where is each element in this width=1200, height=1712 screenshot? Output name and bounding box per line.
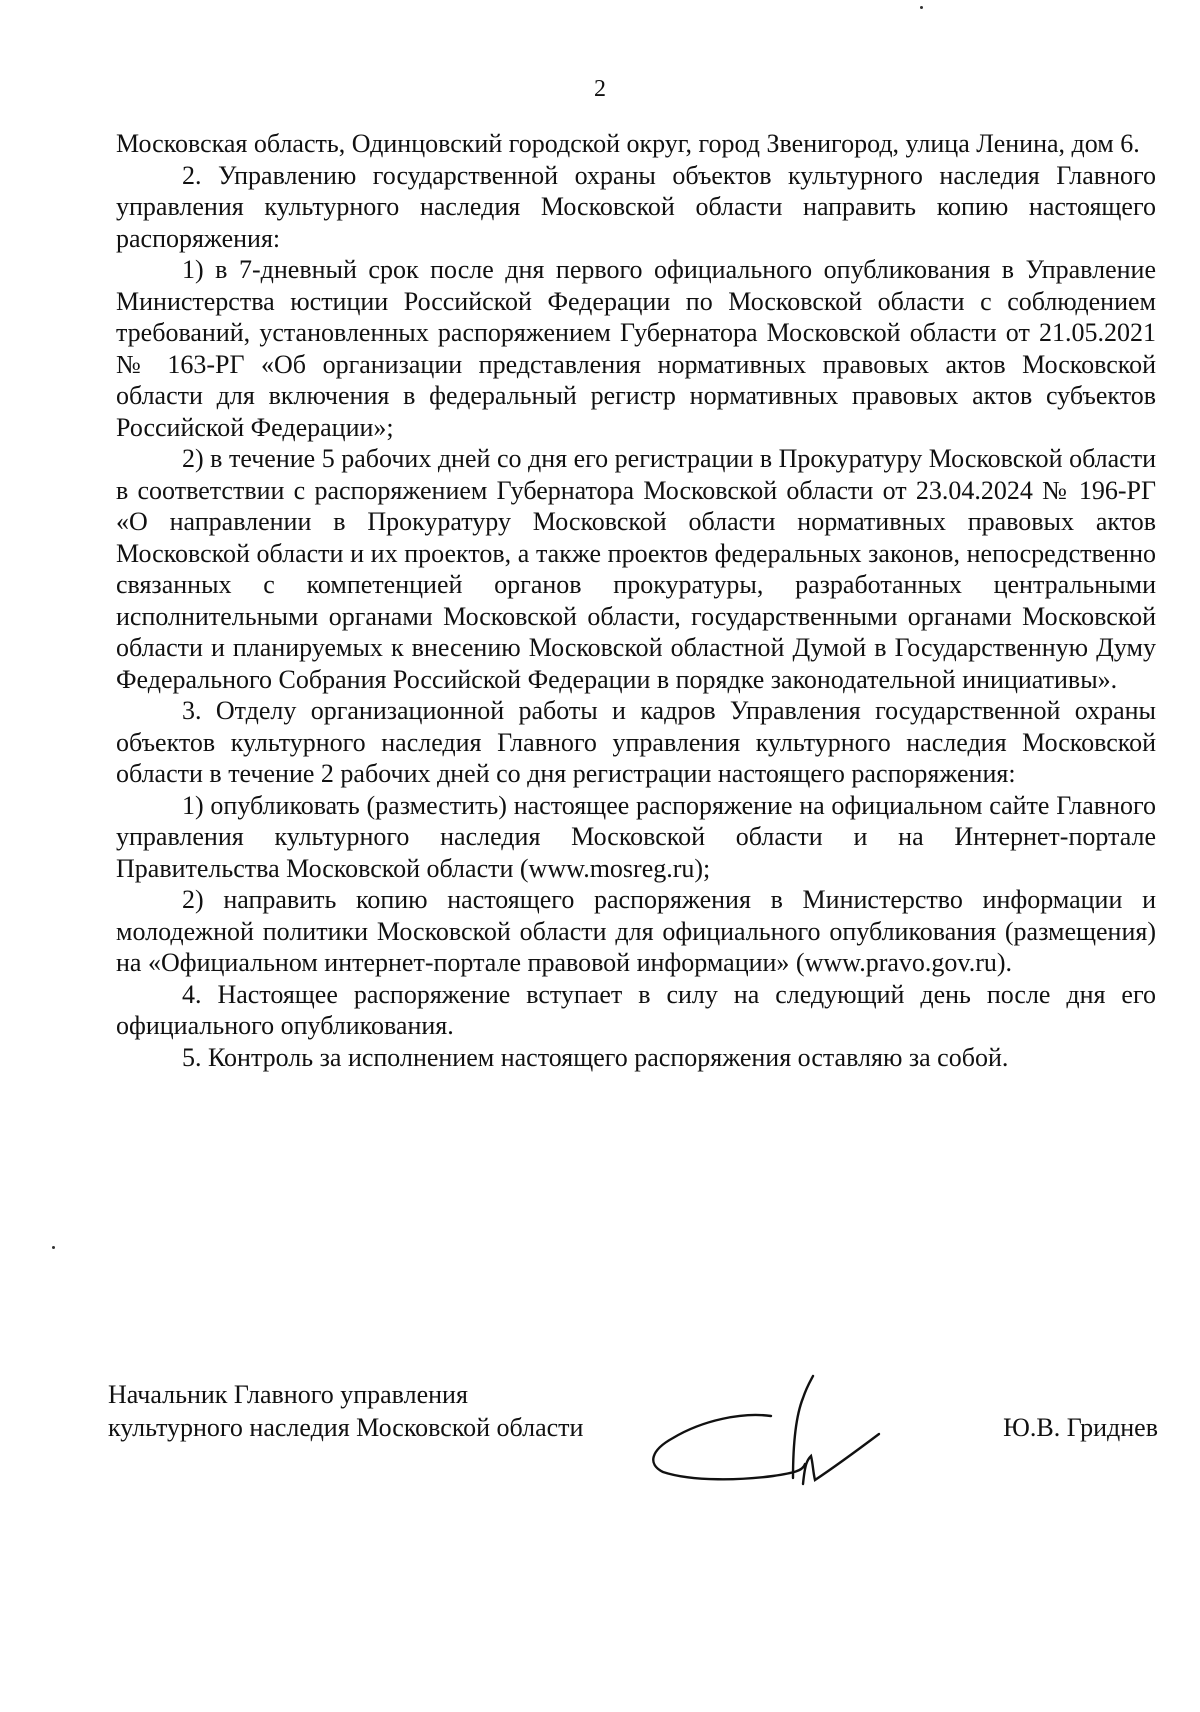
paragraph-item-2-1: 1) в 7-дневный срок после дня первого официального опубликования в Управление Министерства юстиции Российской Федерации по Московской области с соблюдением требований, установленных распоряжением Губернатора Московской области от 21.05.2021 № 163-РГ «Об организации представления нормативных правовых актов Московской области для включения в федеральный регистр нормативных правовых актов субъектов Российской Федерации»; <box>116 255 1156 442</box>
handwritten-signature <box>643 1368 913 1508</box>
paragraph-address-continuation: Московская область, Одинцовский городской округ, город Звенигород, улица Ленина, дом 6. <box>116 129 1140 158</box>
signer-position <box>108 1378 668 1444</box>
signer-position-line-1: Начальник Главного управления <box>108 1380 468 1409</box>
paragraph-item-4: 4. Настоящее распоряжение вступает в силу на следующий день после дня его официального опубликования. <box>116 979 1156 1040</box>
signature-block <box>108 1378 1158 1518</box>
paragraph-item-3-1: 1) опубликовать (разместить) настоящее распоряжение на официальном сайте Главного управления культурного наследия Московской области и на Интернет-портале Правительства Московской области (www.mosreg.ru); <box>116 790 1156 883</box>
scan-speck <box>920 6 923 9</box>
signer-name: Ю.В. Гриднев <box>1003 1413 1158 1442</box>
document-body <box>116 128 1156 1073</box>
page-number: 2 <box>594 76 606 102</box>
paragraph-item-2-2: 2) в течение 5 рабочих дней со дня его регистрации в Прокуратуру Московской области в соответствии с распоряжением Губернатора Московской области от 23.04.2024 № 196-РГ «О направлении в Прокуратуру Московской области нормативных правовых актов Московской области и их проектов, а также проектов федеральных законов, непосредственно связанных с компетенцией органов прокуратуры, разработанных центральными исполнительными органами Московской области, государственными органами Московской области и планируемых к внесению Московской областной Думой в Государственную Думу Федерального Собрания Российской Федерации в порядке законодательной инициативы». <box>116 444 1156 694</box>
paragraph-item-2: 2. Управлению государственной охраны объектов культурного наследия Главного управления культурного наследия Московской области направить копию настоящего распоряжения: <box>116 160 1156 253</box>
scan-speck <box>52 1246 55 1249</box>
paragraph-item-3: 3. Отделу организационной работы и кадров Управления государственной охраны объектов культурного наследия Главного управления культурного наследия Московской области в течение 2 рабочих дней со дня регистрации настоящего распоряжения: <box>116 696 1156 788</box>
paragraph-item-3-2: 2) направить копию настоящего распоряжения в Министерство информации и молодежной политики Московской области для официального опубликования (размещения) на «Официальном интернет-портале правовой информации» (www.pravo.gov.ru). <box>116 885 1156 977</box>
signer-position-line-2: культурного наследия Московской области <box>108 1413 584 1442</box>
paragraph-item-5: 5. Контроль за исполнением настоящего распоряжения оставляю за собой. <box>182 1042 1009 1072</box>
